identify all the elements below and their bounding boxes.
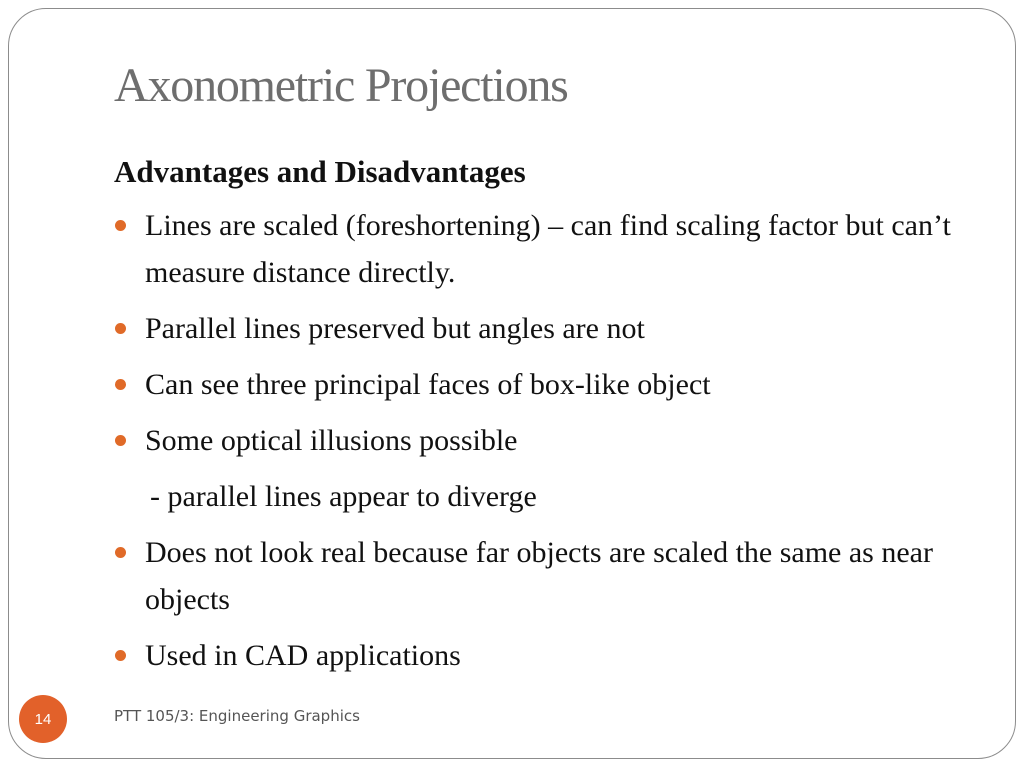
bullet-dot-icon <box>115 379 126 390</box>
bullet-dot-icon <box>115 650 126 661</box>
bullet-text: Some optical illusions possible <box>145 424 518 457</box>
bullet-text: Parallel lines preserved but angles are not <box>145 312 645 345</box>
bullet-dot-icon <box>115 220 126 231</box>
slide-title: Axonometric Projections <box>114 59 568 112</box>
bullet-item <box>114 361 984 408</box>
bullet-dot-icon <box>115 323 126 334</box>
bullet-text: Does not look real because far objects are scaled the same as near objects <box>145 536 933 616</box>
bullet-item <box>114 202 984 296</box>
bullet-item <box>114 632 984 679</box>
sub-bullet-text: - parallel lines appear to diverge <box>150 480 537 513</box>
bullet-dot-icon <box>115 547 126 558</box>
bullet-dot-icon <box>115 435 126 446</box>
slide-content <box>114 150 984 688</box>
bullet-item <box>114 417 984 464</box>
page-number-badge: 14 <box>19 695 67 743</box>
subheading: Advantages and Disadvantages <box>114 154 526 189</box>
bullet-item <box>114 305 984 352</box>
bullet-text: Can see three principal faces of box-like object <box>145 368 711 401</box>
bullet-text: Lines are scaled (foreshortening) – can find scaling factor but can’t measure distance directly. <box>145 209 951 289</box>
footer-text: PTT 105/3: Engineering Graphics <box>114 707 360 725</box>
bullet-item <box>114 529 984 623</box>
bullet-text: Used in CAD applications <box>145 639 461 672</box>
